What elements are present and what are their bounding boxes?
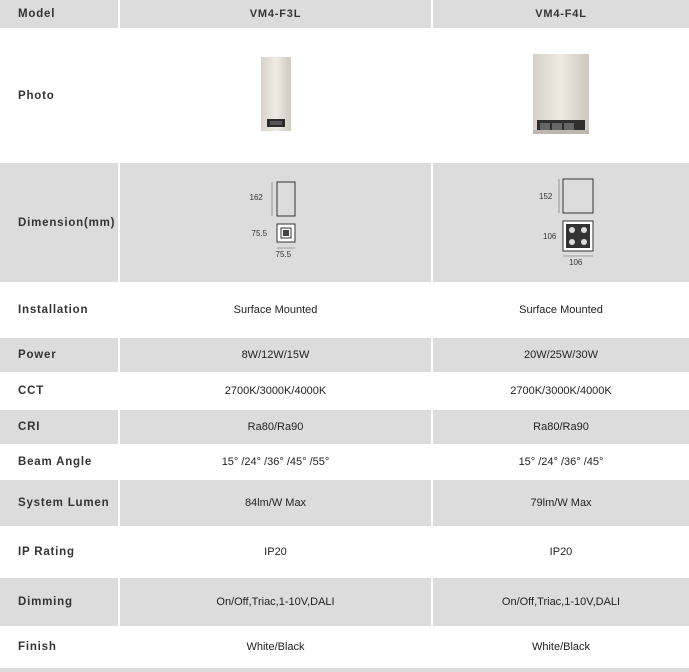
cri-label: CRI [18, 421, 41, 433]
installation-label: Installation [18, 304, 89, 316]
header-product-1: VM4-F3L [249, 8, 302, 20]
ip-rating-p1: IP20 [264, 546, 287, 558]
dimming-row [0, 578, 689, 626]
cri-p1: Ra80/Ra90 [247, 421, 304, 433]
power-row [0, 338, 689, 372]
installation-p2: Surface Mounted [519, 304, 603, 316]
dimension-row [0, 163, 689, 282]
dimming-p2: On/Off,Triac,1-10V,DALI [501, 596, 621, 608]
cri-row [0, 410, 689, 444]
product-2-bottom-label: 106 [569, 258, 583, 267]
power-p2: 20W/25W/30W [524, 349, 598, 361]
system-lumen-label: System Lumen [18, 497, 110, 509]
cri-p2: Ra80/Ra90 [533, 421, 589, 433]
header-product-2: VM4-F4L [535, 8, 587, 20]
ip-rating-p2: IP20 [549, 546, 573, 558]
system-lumen-row [0, 480, 689, 526]
product-2-outline-drawing [521, 175, 601, 270]
product-2-height-label: 152 [539, 192, 553, 201]
product-1-dimension-drawing [236, 178, 316, 268]
cct-label: CCT [18, 385, 45, 397]
product-2-dimension [433, 163, 689, 282]
header-model-label: Model [18, 8, 56, 20]
beam-angle-p2: 15° /24° /36° /45° [518, 456, 604, 468]
ip-rating-row [0, 526, 689, 578]
power-p1: 8W/12W/15W [241, 349, 310, 361]
table-bottom-bar [0, 668, 689, 672]
product-1-photo [120, 28, 431, 163]
photo-row [0, 28, 689, 163]
product-2-photo [433, 28, 689, 163]
product-1-bottom-label: 75.5 [275, 249, 292, 259]
beam-angle-row [0, 444, 689, 480]
installation-row [0, 282, 689, 338]
finish-p2: White/Black [531, 641, 591, 653]
finish-label: Finish [18, 641, 57, 653]
beam-angle-p1: 15° /24° /36° /45° /55° [221, 456, 330, 468]
column-divider-1 [118, 0, 120, 672]
column-divider-2 [431, 0, 433, 672]
finish-p1: White/Black [246, 641, 305, 653]
power-label: Power [18, 349, 57, 361]
installation-p1: Surface Mounted [233, 304, 318, 316]
cct-p2: 2700K/3000K/4000K [510, 385, 612, 397]
finish-row [0, 626, 689, 668]
system-lumen-p2: 79lm/W Max [530, 497, 592, 509]
ip-rating-label: IP Rating [18, 546, 75, 558]
photo-label: Photo [18, 89, 55, 102]
product-1-dimension [120, 163, 431, 282]
header-row [0, 0, 689, 28]
product-1-height-label: 162 [249, 192, 263, 202]
product-2-side-label: 106 [543, 232, 557, 241]
beam-angle-label: Beam Angle [18, 456, 93, 468]
product-1-side-label: 75.5 [251, 228, 268, 238]
cct-row [0, 372, 689, 410]
cct-p1: 2700K/3000K/4000K [224, 385, 327, 397]
dimming-p1: On/Off,Triac,1-10V,DALI [216, 596, 335, 608]
product-2-image [521, 46, 601, 146]
product-2-dimension-drawing [521, 175, 601, 270]
dimension-label: Dimension(mm) [18, 216, 116, 229]
dimming-label: Dimming [18, 596, 73, 608]
product-1-image [251, 51, 301, 141]
system-lumen-p1: 84lm/W Max [244, 497, 307, 509]
